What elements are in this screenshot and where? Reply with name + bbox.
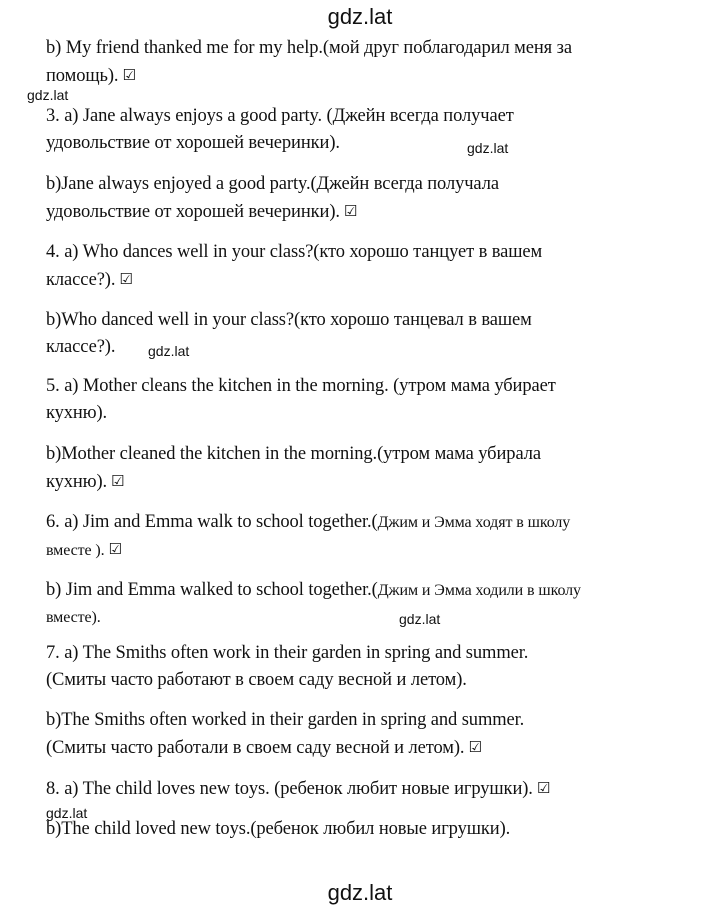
line: помощь). ☑ xyxy=(46,62,666,90)
paragraph-4a xyxy=(46,239,666,294)
line: 7. a) The Smiths often work in their garden in spring and summer. xyxy=(46,643,529,663)
checkbox-icon: ☑ xyxy=(108,540,122,558)
paragraph-8a xyxy=(46,775,666,803)
paragraph-8b xyxy=(46,816,666,843)
line: классе?). xyxy=(46,337,116,357)
line: 6. a) Jim and Emma walk to school together.(Джим и Эмма ходят в школу xyxy=(46,512,571,532)
line: 3. a) Jane always enjoys a good party. (Джейн всегда получает xyxy=(46,106,514,126)
line: b)Mother cleaned the kitchen in the morning.(утром мама убирала xyxy=(46,444,541,464)
inline-watermark: gdz.lat xyxy=(467,140,509,156)
line: (Смиты часто работали в своем саду весной и летом). ☑ xyxy=(46,734,666,762)
paragraph-6a xyxy=(46,509,666,564)
line: b)The child loved new toys.(ребенок любил новые игрушки). xyxy=(46,819,511,839)
line: вместе). xyxy=(46,609,101,626)
checkbox-icon: ☑ xyxy=(343,202,358,220)
inline-watermark: gdz.lat xyxy=(148,343,190,359)
checkbox-icon: ☑ xyxy=(119,270,133,288)
paragraph-3b xyxy=(46,171,666,226)
line: b)The Smiths often worked in their garden in spring and summer. xyxy=(46,710,525,730)
paragraph-6b xyxy=(46,577,666,631)
checkbox-icon: ☑ xyxy=(468,738,482,756)
line: b) Jim and Emma walked to school together.(Джим и Эмма ходили в школу xyxy=(46,580,581,600)
inline-watermark: gdz.lat xyxy=(46,805,88,821)
header-watermark: gdz.lat xyxy=(327,4,393,29)
line: классе?). ☑ xyxy=(46,266,666,294)
checkbox-icon: ☑ xyxy=(122,66,136,84)
inline-watermark: gdz.lat xyxy=(399,611,441,627)
line: b) My friend thanked me for my help.(мой друг поблагодарил меня за xyxy=(46,38,572,58)
line: (Смиты часто работают в своем саду весной и летом). xyxy=(46,670,467,690)
line: вместе ). ☑ xyxy=(46,536,666,564)
line: удовольствие от хорошей вечеринки). xyxy=(46,133,340,153)
line: b)Jane always enjoyed a good party.(Джейн всегда получала xyxy=(46,174,499,194)
checkbox-icon: ☑ xyxy=(111,472,125,490)
line: 5. a) Mother cleans the kitchen in the morning. (утром мама убирает xyxy=(46,376,556,396)
paragraph-7a xyxy=(46,640,666,694)
line: 4. a) Who dances well in your class?(кто хорошо танцует в вашем xyxy=(46,242,543,262)
checkbox-icon: ☑ xyxy=(536,779,551,797)
paragraph-7b xyxy=(46,707,666,762)
line: удовольствие от хорошей вечеринки). ☑ xyxy=(46,198,666,226)
line: кухню). ☑ xyxy=(46,468,666,496)
line: b)Who danced well in your class?(кто хорошо танцевал в вашем xyxy=(46,310,532,330)
paragraph-5b xyxy=(46,441,666,496)
line: кухню). xyxy=(46,403,108,423)
line: 8. a) The child loves new toys. (ребенок любит новые игрушки). ☑ xyxy=(46,775,666,803)
paragraph-4b xyxy=(46,307,666,361)
inline-watermark: gdz.lat xyxy=(27,87,69,103)
paragraph-3a xyxy=(46,103,666,157)
footer-watermark: gdz.lat xyxy=(327,880,393,905)
paragraph-5a xyxy=(46,373,666,427)
paragraph-2b xyxy=(46,35,666,90)
